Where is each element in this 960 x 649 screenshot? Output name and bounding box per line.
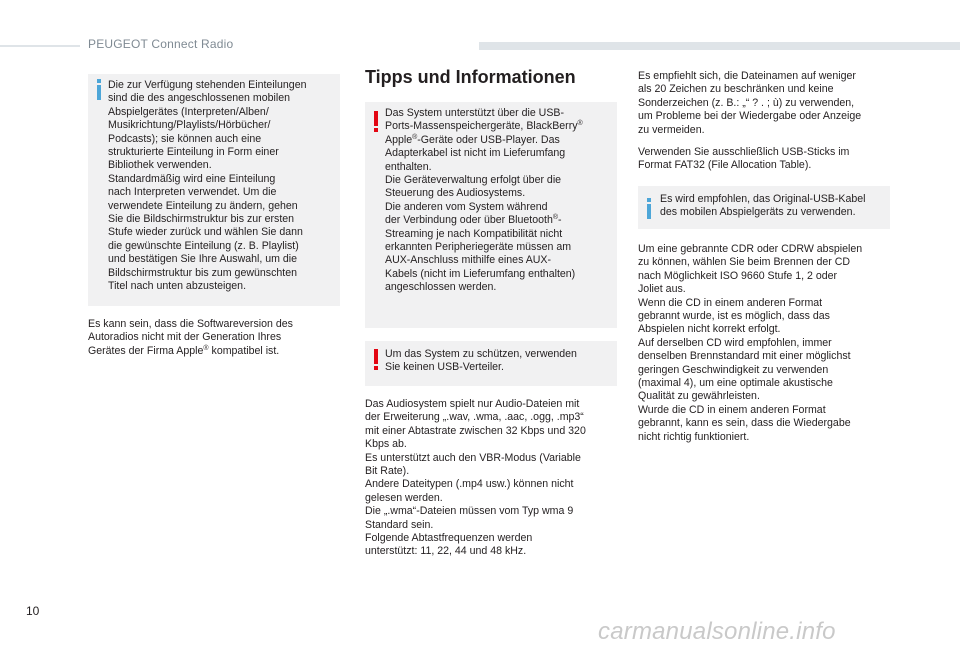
warning-icon	[374, 111, 378, 132]
info-note-cable-text: Es wird empfohlen, das Original-USB-Kabel des mobilen Abspielgeräts zu verwenden.	[660, 193, 866, 219]
header-title: PEUGEOT Connect Radio	[88, 37, 234, 51]
info-icon	[647, 198, 651, 219]
section-heading: Tipps und Informationen	[365, 67, 576, 87]
info-icon	[97, 79, 101, 100]
audio-formats-paragraph: Das Audiosystem spielt nur Audio-Dateien mit der Erweiterung „.wav, .wma, .aac, .ogg, .mp3“ mit einer Abtastrate zwischen 32 Kbps und 320 Kbps ab. Es unterstützt auch den VBR-Modus (Variable Bit Rate). Andere Dateitypen (.mp4 usw.) können nicht gelesen werden. Die „.wma“-Dateien müssen vom Typ wma 9 Standard sein. Folgende Abtastfrequenzen werden unterstützt: 11, 22, 44 und 48 kHz.	[365, 398, 586, 558]
warning-usb-devices-text: Das System unterstützt über die USB- Ports-Massenspeichergeräte, BlackBerry® Apple®-Geräte oder USB-Player. Das Adapterkabel ist nicht im Lieferumfang enthalten. Die Geräteverwaltung erfolgt über die Steuerung des Audiosystems. Die anderen vom System während der Verbindung oder über Bluetooth®- Streaming je nach Kompatibilität nicht erkannten Peripheriegeräte müssen am AUX-Anschluss mithilfe eines AUX- Kabels (nicht im Lieferumfang enthalten) angeschlossen werden.	[385, 107, 583, 294]
warning-usb-hub-text: Um das System zu schützen, verwenden Sie keinen USB-Verteiler.	[385, 348, 577, 374]
watermark: carmanualsonline.info	[598, 618, 836, 645]
header-rule-left	[0, 45, 80, 47]
warning-icon	[374, 349, 378, 370]
apple-compat-paragraph: Es kann sein, dass die Softwareversion des Autoradios nicht mit der Generation Ihres Gerätes der Firma Apple® kompatibel ist.	[88, 318, 293, 357]
cd-burning-paragraph: Um eine gebrannte CDR oder CDRW abspielen zu können, wählen Sie beim Brennen der CD nach Möglichkeit ISO 9660 Stufe 1, 2 oder Joliet aus. Wenn die CD in einem anderen Format gebrannt wurde, ist es möglich, dass das Abspielen nicht korrekt erfolgt. Auf derselben CD wird empfohlen, immer denselben Brennstandard mit einer möglichst geringen Geschwindigkeit zu verwenden (maximal 4), um eine optimale akustische Qualität zu gewährleisten. Wurde die CD in einem anderen Format gebrannt, kann es sein, dass die Wiedergabe nicht richtig funktioniert.	[638, 243, 863, 443]
page-number: 10	[26, 604, 40, 618]
filename-paragraph: Es empfiehlt sich, die Dateinamen auf weniger als 20 Zeichen zu beschränken und keine Sonderzeichen (z. B.: „“ ? . ; ù) zu verwenden, um Probleme bei der Wiedergabe oder Anzeige zu vermeiden.	[638, 70, 862, 136]
info-note-text: Die zur Verfügung stehenden Einteilungen sind die des angeschlossenen mobilen Abspielgerätes (Interpreten/Alben/ Musikrichtung/Playlists/Hörbücher/ Podcasts); sie können auch eine strukturierte Einteilung in Form einer Bibliothek verwenden. Standardmäßig wird eine Einteilung nach Interpreten verwendet. Um die verwendete Einteilung zu ändern, gehen Sie die Bildschirmstruktur bis zur ersten Stufe wieder zurück und wählen Sie dann die gewünschte Einteilung (z. B. Playlist) und bestätigen Sie Ihre Auswahl, um die Bildschirmstruktur bis zum gewünschten Titel nach unten abzusteigen.	[108, 79, 307, 293]
header-rule-right	[479, 42, 960, 50]
fat32-paragraph: Verwenden Sie ausschließlich USB-Sticks im Format FAT32 (File Allocation Table).	[638, 146, 850, 172]
